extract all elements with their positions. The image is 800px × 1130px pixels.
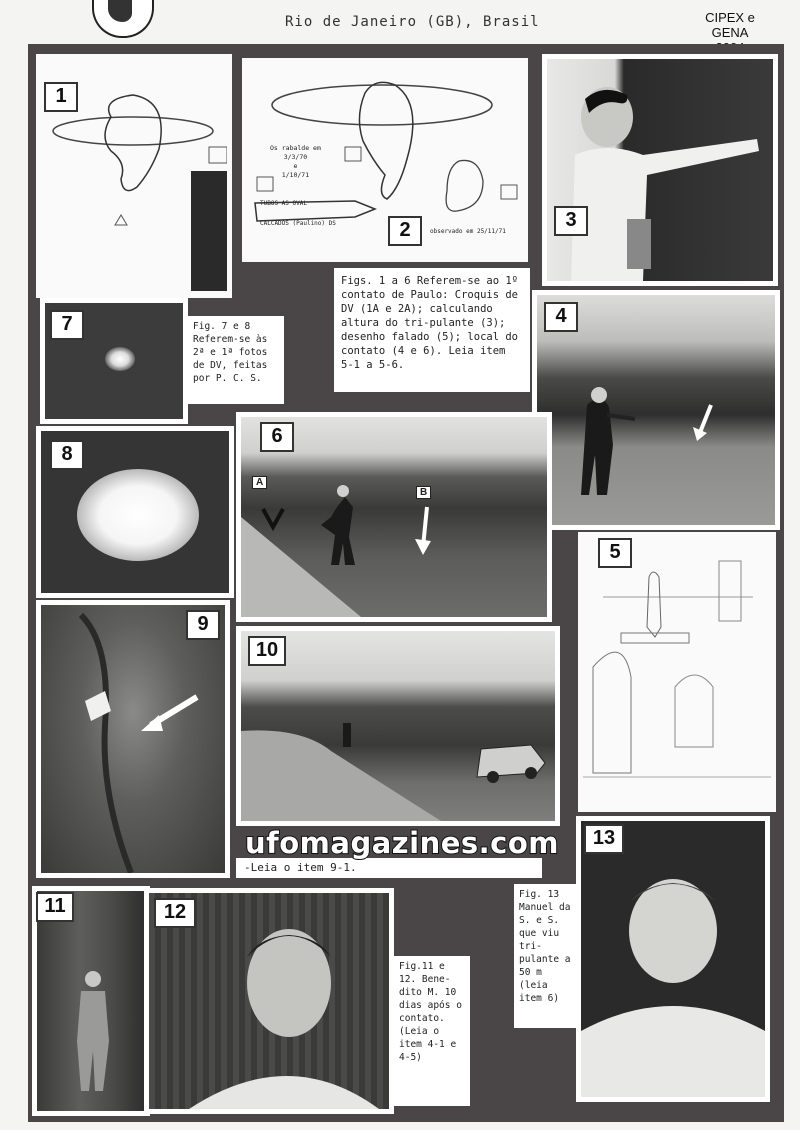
figure-7-light bbox=[105, 347, 135, 371]
figure-13 bbox=[576, 816, 770, 1102]
caption-figs-1-6: Figs. 1 a 6 Referem-se ao 1º contato de Paulo: Croquis de DV (1A e 2A); calculando altura do tri-pulante (3); desenho falado (5); local do contato (4 e 6). Leia item 5-1 a 5-6. bbox=[334, 268, 530, 392]
page-header bbox=[0, 0, 800, 42]
caption-fig-13: Fig. 13 Manuel da S. e S. que viu tri-pulante a 50 m (leia item 6) bbox=[514, 884, 578, 1028]
tube-label: TUBOS AS OVAL bbox=[260, 200, 307, 207]
figure-9 bbox=[36, 600, 230, 878]
credit-line-1: CIPEX e GENA bbox=[705, 10, 755, 40]
figure-10-photo bbox=[241, 631, 555, 821]
figure-13-portrait bbox=[581, 821, 765, 1097]
figure-11-photo bbox=[37, 891, 145, 1111]
figure-number: 13 bbox=[584, 824, 624, 854]
figure-3-photo bbox=[547, 59, 773, 281]
figure-4 bbox=[532, 290, 780, 530]
figure-number: 11 bbox=[36, 892, 74, 922]
figure-10 bbox=[236, 626, 560, 826]
figure-number: 8 bbox=[50, 440, 84, 470]
figure-9-photo bbox=[41, 605, 225, 873]
figure-7 bbox=[40, 298, 188, 424]
sketch-dates bbox=[270, 144, 321, 180]
globe-logo-icon bbox=[92, 0, 154, 38]
figure-9-scene bbox=[41, 605, 225, 873]
watermark: ufomagazines.com bbox=[244, 826, 560, 860]
figure-number: 5 bbox=[598, 538, 632, 568]
figure-6 bbox=[236, 412, 552, 622]
figure-11 bbox=[32, 886, 150, 1116]
figure-8-light bbox=[77, 469, 199, 561]
figure-11-scene bbox=[37, 891, 145, 1111]
figure-2 bbox=[242, 58, 528, 262]
date-1: 3/3/70 bbox=[283, 153, 308, 161]
header-city: Rio de Janeiro (GB), Brasil bbox=[285, 14, 540, 30]
caption-strip: -Leia o item 9-1. bbox=[236, 858, 542, 878]
figure-3-figure bbox=[547, 59, 773, 281]
figure-number: 4 bbox=[544, 302, 578, 332]
figure-10-scene bbox=[241, 631, 555, 821]
figure-number: 1 bbox=[44, 82, 78, 112]
caption-figs-7-8: Fig. 7 e 8 Referem-se às 2ª e 1ª fotos de DV, feitas por P. C. S. bbox=[188, 316, 284, 404]
figure-13-photo bbox=[581, 821, 765, 1097]
figure-number: 6 bbox=[260, 422, 294, 452]
figure-12 bbox=[144, 888, 394, 1114]
figure-8 bbox=[36, 426, 234, 598]
figure-3 bbox=[542, 54, 778, 286]
marker-a: A bbox=[252, 476, 267, 489]
figure-1 bbox=[36, 54, 232, 298]
date-separator: e bbox=[293, 162, 298, 170]
sketch-bottom-note: observado em 25/11/71 bbox=[430, 228, 506, 235]
date-2: 1/10/71 bbox=[281, 171, 310, 179]
figure-number: 10 bbox=[248, 636, 286, 666]
marker-b: B bbox=[416, 486, 431, 499]
figure-number: 7 bbox=[50, 310, 84, 340]
figure-5 bbox=[578, 532, 776, 812]
figure-number: 9 bbox=[186, 610, 220, 640]
caption-figs-11-12: Fig.11 e 12. Bene-dito M. 10 dias após o contato.(Leia o item 4-1 e 4-5) bbox=[394, 956, 470, 1106]
figure-number: 2 bbox=[388, 216, 422, 246]
figure-5-sketch bbox=[583, 537, 771, 807]
figure-number: 12 bbox=[154, 898, 196, 928]
tube-sublabel: CALCADOS (Paulino) DS bbox=[260, 220, 336, 227]
dates-label: Os rabalde em bbox=[270, 144, 321, 152]
figure-number: 3 bbox=[554, 206, 588, 236]
